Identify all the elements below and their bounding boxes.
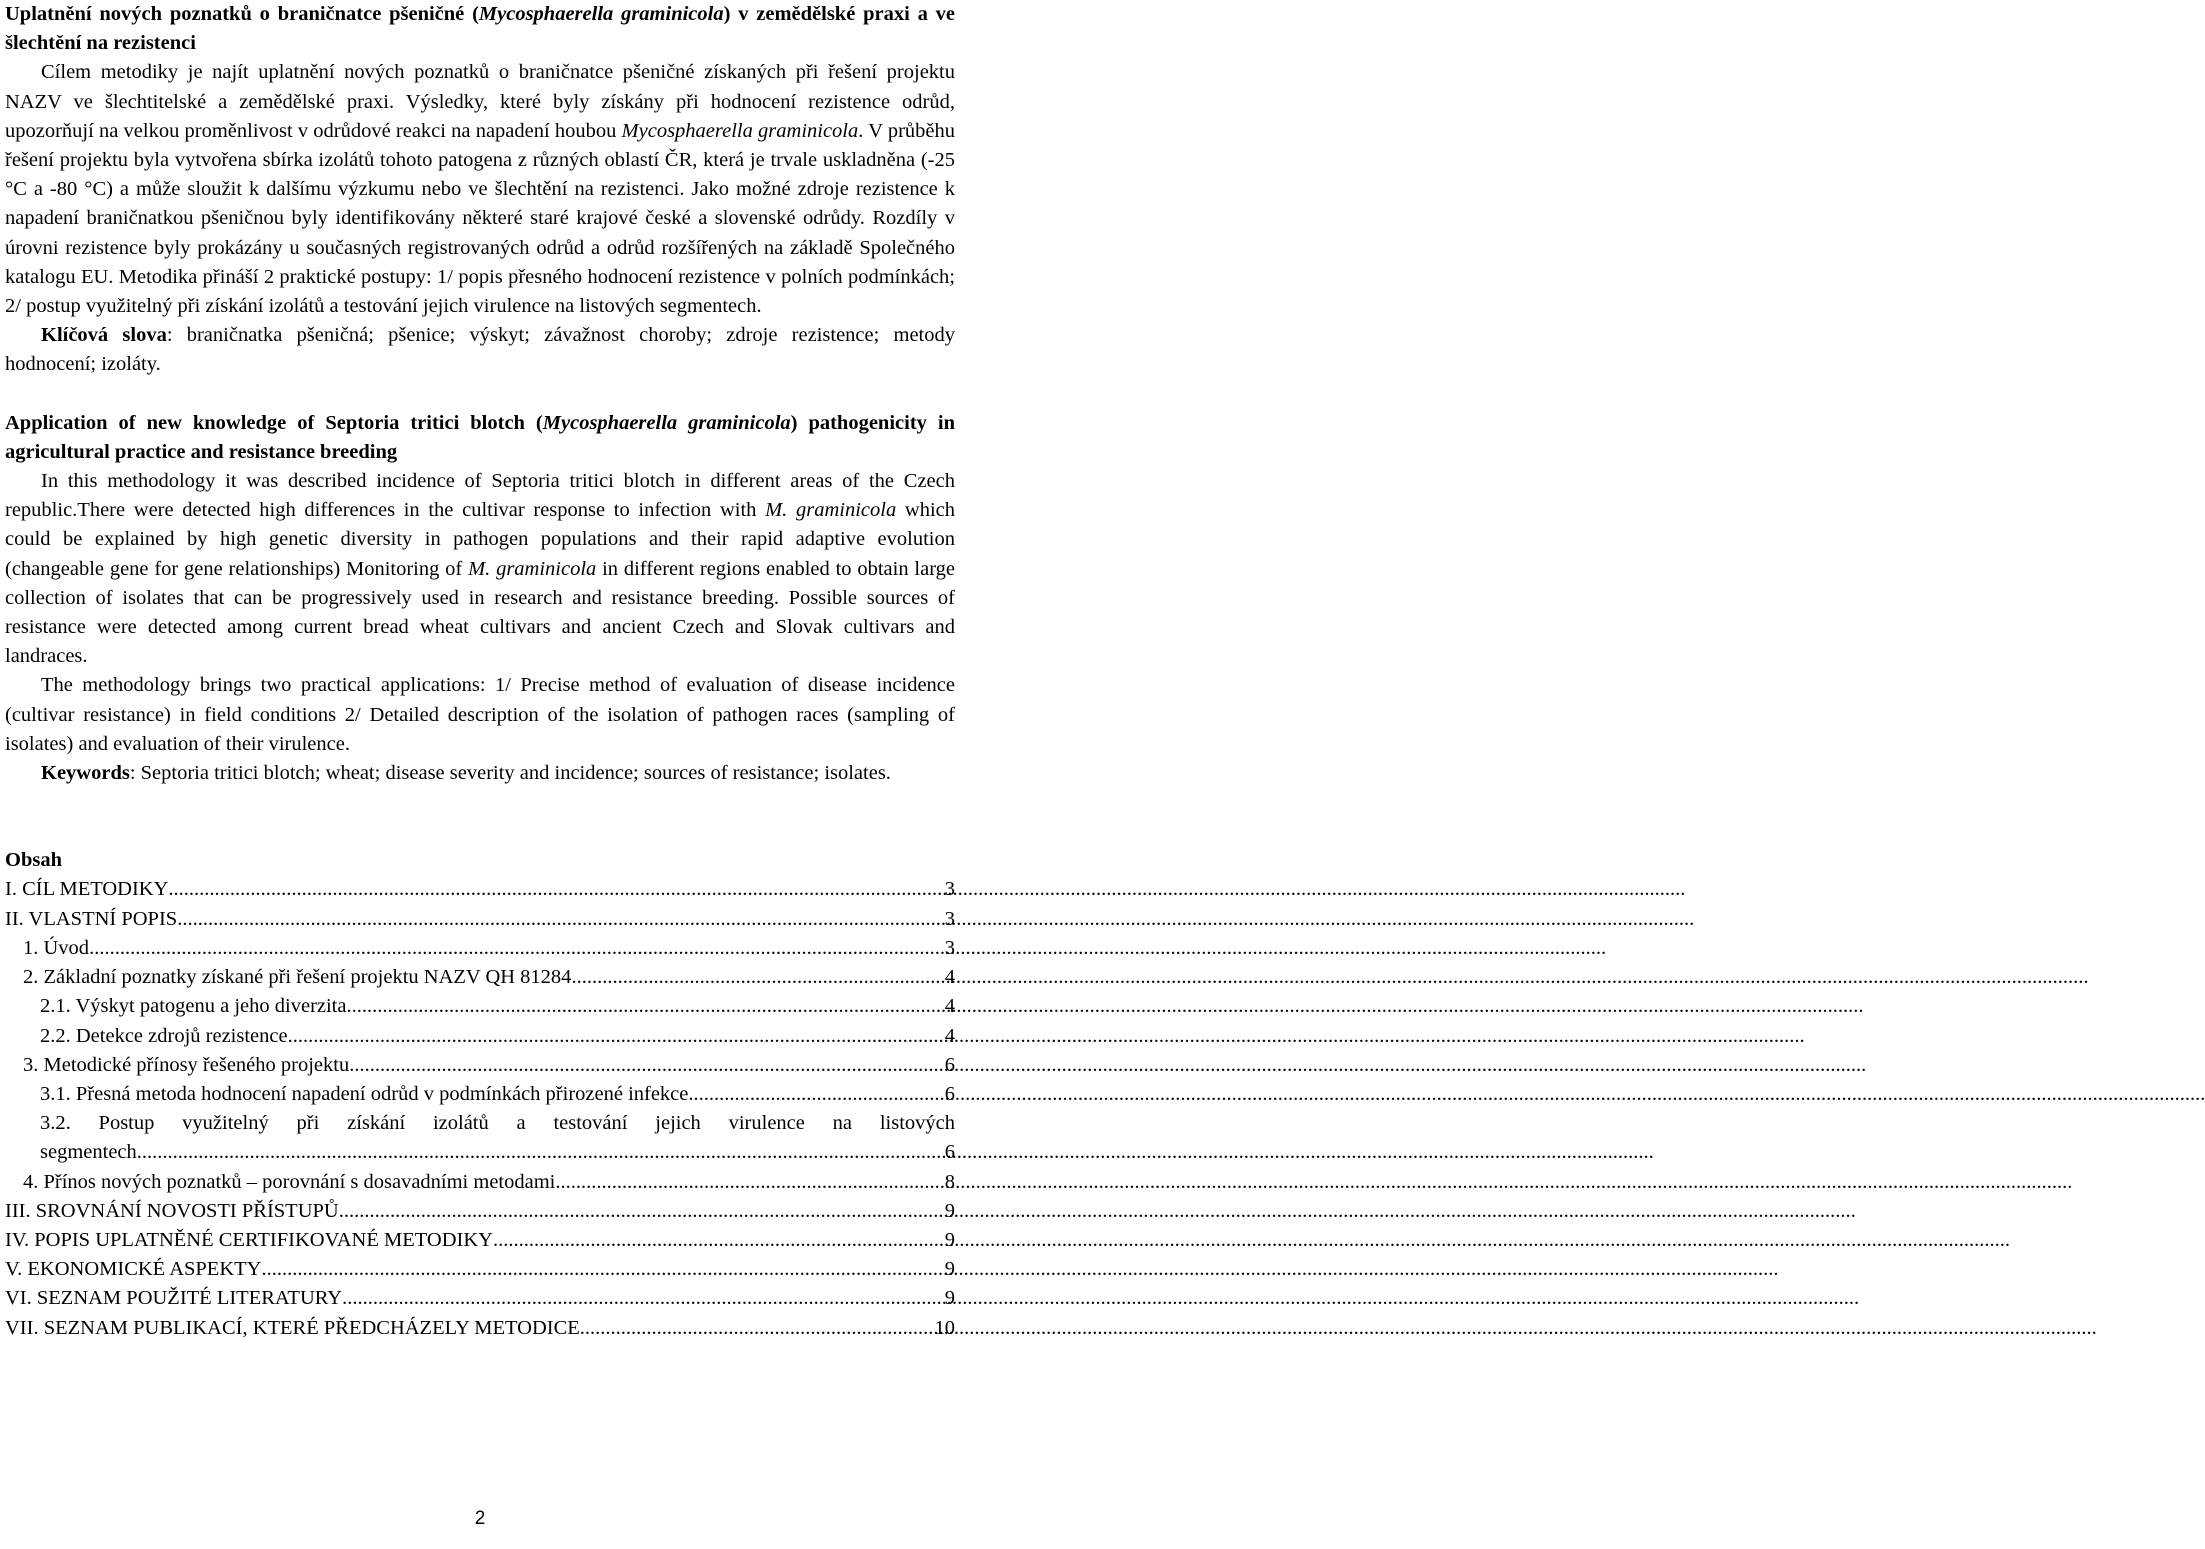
toc-entry[interactable]: III. SROVNÁNÍ NOVOSTI PŘÍSTUPŮ ..... 9 xyxy=(5,1197,955,1226)
toc-entry[interactable]: VI. SEZNAM POUŽITÉ LITERATURY ..... 9 xyxy=(5,1284,955,1313)
czech-keywords: Klíčová slova: braničnatka pšeničná; pšenice; výskyt; závažnost choroby; zdroje rezistence; metody hodnocení; izoláty. xyxy=(5,324,956,376)
page-number: 2 xyxy=(474,1508,486,1529)
toc-entry[interactable]: I. CÍL METODIKY ..... 3 xyxy=(5,875,955,904)
toc-page-number: 3 xyxy=(944,878,955,901)
toc-page-number: 4 xyxy=(944,995,955,1018)
toc-page-number: 9 xyxy=(944,1228,955,1251)
toc-entry[interactable]: 2.1. Výskyt patogenu a jeho diverzita ..... 4 xyxy=(5,992,955,1021)
toc-entry[interactable]: 4. Přínos nových poznatků – porovnání s dosavadními metodami ..... 8 xyxy=(5,1168,955,1197)
toc-entry[interactable]: V. EKONOMICKÉ ASPEKTY ..... 9 xyxy=(5,1255,955,1284)
document-page xyxy=(5,0,955,1343)
english-title: Application of new knowledge of Septoria tritici blotch (Mycosphaerella graminicola) pathogenicity in agricultural practice and resistance breeding xyxy=(5,411,955,463)
toc-page-number: 6 xyxy=(944,1141,955,1164)
toc-entry[interactable]: 2. Základní poznatky získané při řešení projektu NAZV QH 81284 ..... 4 xyxy=(5,963,955,992)
toc-page-number: 3 xyxy=(944,936,955,959)
toc-page-number: 6 xyxy=(944,1082,955,1105)
toc-entry[interactable]: 2.2. Detekce zdrojů rezistence ..... 4 xyxy=(5,1022,955,1051)
toc-page-number: 6 xyxy=(944,1053,955,1076)
toc-page-number: 9 xyxy=(944,1199,955,1222)
toc-page-number: 4 xyxy=(944,966,955,989)
toc-page-number: 9 xyxy=(944,1258,955,1281)
toc-entry[interactable]: VII. SEZNAM PUBLIKACÍ, KTERÉ PŘEDCHÁZELY METODICE ..... 10 xyxy=(5,1314,955,1343)
toc-entry[interactable]: IV. POPIS UPLATNĚNÉ CERTIFIKOVANÉ METODIKY ..... 9 xyxy=(5,1226,955,1255)
toc-entry[interactable]: 3.1. Přesná metoda hodnocení napadení odrůd v podmínkách přirozené infekce ..... 6 xyxy=(5,1080,955,1109)
czech-title: Uplatnění nových poznatků o braničnatce pšeničné (Mycosphaerella graminicola) v zemědělské praxi a ve šlechtění na rezistenci xyxy=(5,3,955,55)
toc-heading: Obsah xyxy=(5,849,62,872)
czech-abstract: Cílem metodiky je najít uplatnění nových poznatků o braničnatce pšeničné získaných při řešení projektu NAZV ve šlechtitelské a zemědělské praxi. Výsledky, které byly získány při hodnocení rezistence odrůd, upozorňují na velkou proměnlivost v odrůdové reakci na napadení houbou Mycosphaerella graminicola. V průběhu řešení projektu byla vytvořena sbírka izolátů tohoto patogena z různých oblastí ČR, která je trvale uskladněna (-25 °C a -80 °C) a může sloužit k dalšímu výzkumu nebo ve šlechtění na rezistenci. Jako možné zdroje rezistence k napadení braničnatkou pšeničnou byly identifikovány některé staré krajové české a slovenské odrůdy. Rozdíly v úrovni rezistence byly prokázány u současných registrovaných odrůd a odrůd rozšířených na základě Společného katalogu EU. Metodika přináší 2 praktické postupy: 1/ popis přesného hodnocení rezistence v polních podmínkách; 2/ postup využitelný při získání izolátů a testování jejich virulence na listových segmentech. xyxy=(5,61,955,318)
english-abstract-paragraph-2: The methodology brings two practical applications: 1/ Precise method of evaluation of disease incidence (cultivar resistance) in field conditions 2/ Detailed description of the isolation of pathogen races (sampling of isolates) and evaluation of their virulence. xyxy=(5,674,955,755)
toc-entry[interactable]: II. VLASTNÍ POPIS ..... 3 xyxy=(5,905,955,934)
toc-entry[interactable]: 3. Metodické přínosy řešeného projektu ..... 6 xyxy=(5,1051,955,1080)
toc-page-number: 3 xyxy=(944,907,955,930)
toc-entry[interactable]: 1. Úvod ..... 3 xyxy=(5,934,955,963)
toc-page-number: 8 xyxy=(944,1170,955,1193)
toc-entry[interactable]: 3.2. Postup využitelný při získání izolátů a testování jejich virulence na listových segmentech ..... 6 xyxy=(5,1109,955,1167)
table-of-contents xyxy=(5,846,955,1342)
toc-page-number: 4 xyxy=(944,1024,955,1047)
english-keywords: Keywords: Septoria tritici blotch; wheat; disease severity and incidence; sources of resistance; isolates. xyxy=(41,762,891,785)
english-abstract-paragraph-1: In this methodology it was described incidence of Septoria tritici blotch in different areas of the Czech republic.There were detected high differences in the cultivar response to infection with M. graminicola which could be explained by high genetic diversity in pathogen populations and their rapid adaptive evolution (changeable gene for gene relationships) Monitoring of M. graminicola in different regions enabled to obtain large collection of isolates that can be progressively used in research and resistance breeding. Possible sources of resistance were detected among current bread wheat cultivars and ancient Czech and Slovak cultivars and landraces. xyxy=(5,470,955,668)
toc-page-number: 9 xyxy=(944,1287,955,1310)
toc-page-number: 10 xyxy=(934,1316,955,1339)
